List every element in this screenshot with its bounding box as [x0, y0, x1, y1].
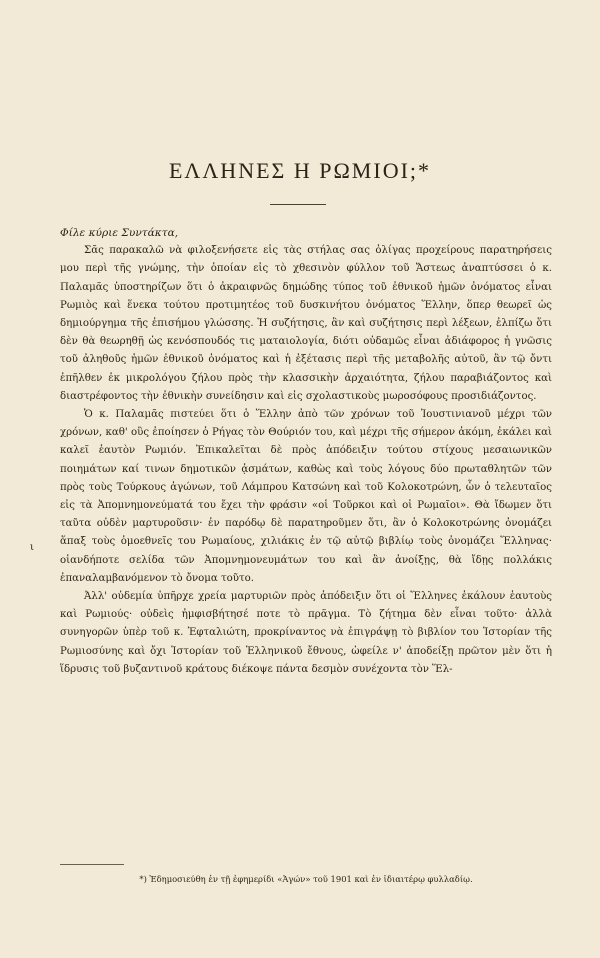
page-title: ΕΛΛΗΝΕΣ Η ΡΩΜΙΟΙ;* — [168, 158, 432, 183]
paragraph-3: Ἀλλ' οὐδεμία ὑπῆρχε χρεία μαρτυριῶν πρὸς ἀπόδειξιν ὅτι οἱ Ἕλληνες ἐκάλουν ἑαυτοὺς καὶ Ρωμιούς· οὐδεὶς ἠμφισβήτησέ ποτε τὸ πρᾶγμα. Τὸ ζήτημα δὲν εἶναι τοῦτο· ἀλλὰ συνηγορῶν ὑπὲρ τοῦ κ. Ἐφταλιώτη, προκρίναντος νὰ ἐπιγράψῃ τὸ βιβλίον του Ἱστορίαν τῆς Ρωμιοσύνης καὶ ὄχι Ἱστορίαν τοῦ Ἑλληνικοῦ ἔθνους, ὠφείλε ν' ἀποδείξῃ πρῶτον μὲν ὅτι ἡ ἵδρυσις τοῦ βυζαντινοῦ κράτους διέκοψε πάντα δεσμὸν συνέχοντα τὸν Ἕλ- — [60, 591, 552, 675]
paragraph-2: Ὁ κ. Παλαμᾶς πιστεύει ὅτι ὁ Ἕλλην ἀπὸ τῶν χρόνων τοῦ Ἰουστινιανοῦ μέχρι τῶν χρόνων, καθ' οὓς ἐποίησεν ὁ Ρήγας τὸν Θούριόν του, καὶ μέχρι τῆς σήμερον ἀκόμη, ἐκάλει καὶ καλεῖ ἑαυτὸν Ρωμιόν. Ἐπικαλεῖται δὲ πρὸς ἀπόδειξιν τούτου στίχους μεσαιωνικῶν ποιημάτων καί τινων δημοτικῶν ᾀσμάτων, καθὼς καὶ τοὺς λόγους δύο πρωταθλητῶν τῶν πρὸς τοὺς Τούρκους ἀγώνων, τοῦ Λάμπρου Κατσώνη καὶ τοῦ Κολοκοτρώνη, ὧν ὁ τελευταῖος εἰς τὰ Ἀπομνημονεύματά του ἔχει τὴν φράσιν «οἱ Τοῦρκοι καὶ οἱ Ρωμαῖοι». Θὰ ἴδωμεν ὅτι ταῦτα οὐδὲν μαρτυροῦσιν· ἐν παρόδῳ δὲ παρατηροῦμεν ὅτι, ἂν ὁ Κολοκοτρώνης ὀνομάζει ἅπαξ τοὺς ὁμοεθνεῖς του Ρωμαίους, χιλιάκις ἐν τῷ αὐτῷ βιβλίῳ τοὺς ὀνομάζει Ἕλληνας· οἱανδήποτε σελίδα τῶν Ἀπομνημονευμάτων του καὶ ἂν ἀνοίξῃς, θὰ ἴδῃς πολλάκις ἐπαναλαμβανόμενον τὸ ὄνομα τοῦτο. — [60, 409, 552, 584]
title-divider — [270, 204, 326, 205]
article-body — [60, 224, 552, 679]
footnote-divider — [60, 864, 124, 865]
margin-mark: ι — [30, 542, 34, 553]
paragraph-1: Σᾶς παρακαλῶ νὰ φιλοξενήσετε εἰς τὰς στήλας σας ὀλίγας προχείρους παρατηρήσεις μου περὶ τῆς γνώμης, τὴν ὁποίαν εἰς τὸ χθεσινὸν φύλλον τοῦ Ἄστεως ἀναπτύσσει ὁ κ. Παλαμᾶς ὑποστηρίζων ὅτι ὁ ἀκραιφνῶς δημώδης τύπος τοῦ ἐθνικοῦ ἡμῶν ὀνόματος εἶναι Ρωμιὸς καὶ ἕνεκα τούτου προτιμητέος τοῦ δυσκινήτου ὀνόματος Ἕλλην, ὅπερ θεωρεῖ ὡς δημιούργημα τῆς ἐπισήμου γλώσσης. Ἡ συζήτησις, ἂν καὶ συζήτησις περὶ λέξεων, ἐλπίζω ὅτι δὲν θὰ θεωρηθῇ ὡς κενόσπουδός τις ματαιολογία, διότι οὐδαμῶς εἶναι ἀδιάφορος ἡ γνῶσις τοῦ ἀληθοῦς ἡμῶν ἐθνικοῦ ὀνόματος καὶ ἡ ἐξέτασις περὶ τῆς μεταβολῆς αὐτοῦ, ἂν τῷ ὄντι ἐπῆλθεν ἐκ μικρολόγου ζήλου πρὸς τὴν κλασσικὴν ἀρχαιότητα, ζήλου παραβιάζοντος καὶ διαστρέφοντος τὴν ἐθνικὴν συνείδησιν καὶ εἰς σχολαστικοὺς μωροσόφους προσιδιάζοντος. — [60, 245, 552, 402]
footnote: *) Ἐδημοσιεύθη ἐν τῇ ἐφημερίδι «Ἀγών» τοῦ 1901 καὶ ἐν ἰδιαιτέρῳ φυλλαδίῳ. — [139, 874, 473, 884]
greeting: Φίλε κύριε Συντάκτα, — [60, 227, 179, 239]
